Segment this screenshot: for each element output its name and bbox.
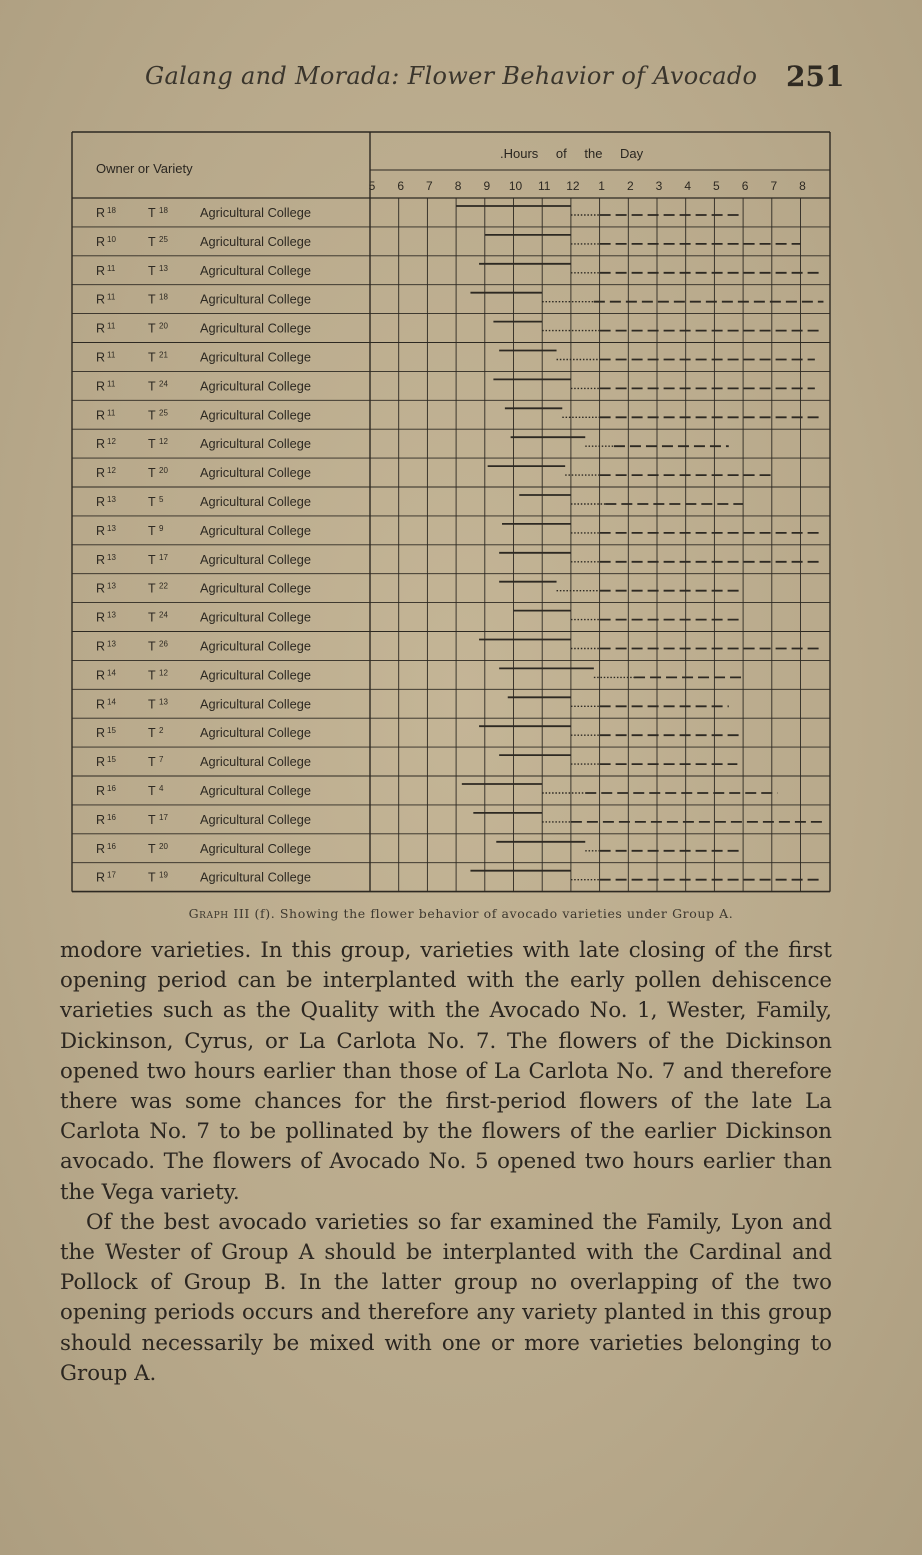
row-r-label: R bbox=[96, 610, 106, 625]
row-r-number: 15 bbox=[107, 755, 116, 765]
row-r-label: R bbox=[96, 495, 106, 509]
row-t-number: 21 bbox=[159, 350, 168, 360]
row-t-number: 4 bbox=[159, 784, 164, 793]
row-t-number: 24 bbox=[159, 610, 168, 620]
row-owner: Agricultural College bbox=[200, 494, 311, 509]
row-r-label: R bbox=[96, 321, 106, 336]
row-t-number: 2 bbox=[159, 726, 164, 736]
row-r-label: R bbox=[96, 784, 106, 798]
row-r-label: R bbox=[96, 812, 106, 827]
hour-tick-label: 7 bbox=[426, 179, 433, 193]
row-t-label: T bbox=[148, 784, 156, 798]
row-owner: Agricultural College bbox=[200, 580, 311, 596]
row-r-label: R bbox=[96, 523, 106, 538]
row-r-number: 13 bbox=[107, 610, 116, 620]
row-t-label: T bbox=[148, 206, 156, 220]
row-owner: Agricultural College bbox=[200, 522, 311, 538]
row-owner: Agricultural College bbox=[200, 811, 311, 827]
row-owner: Agricultural College bbox=[200, 233, 311, 249]
row-r-label: R bbox=[96, 755, 106, 770]
row-t-number: 18 bbox=[159, 206, 168, 215]
row-owner: Agricultural College bbox=[200, 205, 311, 220]
row-t-label: T bbox=[148, 870, 156, 885]
row-r-number: 18 bbox=[107, 206, 116, 215]
row-t-number: 5 bbox=[159, 495, 164, 504]
row-t-number: 20 bbox=[159, 321, 168, 331]
row-t-label: T bbox=[148, 292, 156, 307]
row-r-number: 14 bbox=[107, 668, 116, 678]
row-r-number: 13 bbox=[107, 581, 116, 591]
hour-tick-label: 7 bbox=[770, 179, 778, 193]
row-t-label: T bbox=[148, 697, 156, 712]
row-r-number: 11 bbox=[107, 379, 116, 389]
row-r-label: R bbox=[96, 466, 106, 481]
row-owner: Agricultural College bbox=[200, 262, 311, 278]
row-t-label: T bbox=[148, 495, 156, 509]
row-t-number: 13 bbox=[159, 697, 168, 707]
row-r-label: R bbox=[96, 263, 106, 278]
row-r-label: R bbox=[96, 552, 106, 567]
caption-letter: (f). bbox=[254, 906, 276, 921]
row-t-number: 25 bbox=[159, 408, 168, 418]
hour-tick-label: 4 bbox=[684, 179, 692, 193]
flower-bars bbox=[456, 206, 826, 880]
row-t-number: 22 bbox=[159, 581, 168, 591]
row-r-number: 11 bbox=[107, 292, 116, 302]
row-owner: Agricultural College bbox=[200, 696, 311, 712]
body-paragraph-1: modore varieties. In this group, varieties with late closing of the first opening period can be interplanted with the early pollen dehiscence varieties such as the Quality with the Avocado No. 1, Wester, Family, Dickinson, Cyrus, or La Carlota No. 7. The flowers of the Dickinson opened two hours earlier than those of La Carlota No. 7 and therefore there was some chances for the first-period flowers of the late La Carlota No. 7 to be pollinated by the flowers of the earlier Dickinson avocado. The flowers of Avocado No. 5 opened two hours earlier than the Vega variety. bbox=[60, 938, 832, 1205]
row-owner: Agricultural College bbox=[200, 609, 311, 625]
hour-ticks bbox=[369, 179, 807, 193]
row-t-number: 24 bbox=[159, 379, 168, 389]
row-owner: Agricultural College bbox=[200, 638, 311, 654]
hour-tick-label: 5 bbox=[368, 179, 376, 193]
row-t-number: 9 bbox=[159, 523, 164, 533]
row-r-number: 13 bbox=[107, 495, 116, 504]
row-owner: Agricultural College bbox=[200, 436, 311, 452]
row-r-number: 16 bbox=[107, 812, 116, 822]
row-t-number: 12 bbox=[159, 437, 168, 447]
body-text bbox=[60, 936, 832, 1389]
row-owner: Agricultural College bbox=[200, 783, 311, 798]
row-r-number: 13 bbox=[107, 523, 116, 533]
hour-tick-label: 6 bbox=[741, 179, 749, 193]
row-r-number: 12 bbox=[107, 437, 116, 447]
row-owner: Agricultural College bbox=[200, 320, 311, 336]
row-owner: Agricultural College bbox=[200, 667, 311, 683]
row-owner: Agricultural College bbox=[200, 291, 311, 307]
row-r-label: R bbox=[96, 292, 106, 307]
row-r-label: R bbox=[96, 841, 106, 856]
row-r-label: R bbox=[96, 581, 106, 596]
hour-tick-label: 1 bbox=[598, 179, 605, 193]
row-t-label: T bbox=[148, 668, 156, 683]
hour-tick-label: 5 bbox=[713, 179, 720, 193]
row-t-number: 17 bbox=[159, 812, 168, 822]
row-r-label: R bbox=[96, 408, 106, 423]
row-t-number: 25 bbox=[159, 234, 168, 244]
row-r-number: 11 bbox=[107, 321, 116, 331]
row-r-label: R bbox=[96, 870, 106, 885]
row-r-label: R bbox=[96, 639, 106, 654]
row-t-label: T bbox=[148, 379, 156, 394]
row-owner: Agricultural College bbox=[200, 725, 311, 741]
graph-caption bbox=[0, 906, 922, 921]
row-t-label: T bbox=[148, 408, 156, 423]
row-r-label: R bbox=[96, 379, 106, 394]
row-r-label: R bbox=[96, 350, 106, 365]
graph-grid bbox=[72, 132, 830, 892]
running-title: Galang and Morada: Flower Behavior of Avocado bbox=[145, 62, 758, 90]
row-r-number: 15 bbox=[107, 726, 116, 736]
row-r-number: 12 bbox=[107, 466, 116, 476]
hour-tick-label: 6 bbox=[397, 179, 405, 193]
hour-tick-label: 8 bbox=[454, 179, 462, 193]
row-t-label: T bbox=[148, 639, 156, 654]
row-t-label: T bbox=[148, 350, 156, 365]
row-owner: Agricultural College bbox=[200, 754, 311, 770]
body-paragraph-2: Of the best avocado varieties so far examined the Family, Lyon and the Wester of Group A should be interplanted with the Cardinal and Pollock of Group B. In the latter group no overlapping of the two opening periods occurs and therefore any variety planted in this group should necessarily be mixed with one or more varieties belonging to Group A. bbox=[60, 1209, 832, 1386]
row-t-label: T bbox=[148, 581, 156, 596]
row-r-number: 13 bbox=[107, 639, 116, 649]
row-t-number: 20 bbox=[159, 841, 168, 851]
row-owner: Agricultural College bbox=[200, 869, 311, 885]
row-t-number: 12 bbox=[159, 668, 168, 678]
row-t-number: 7 bbox=[159, 755, 164, 765]
hours-of-day-label: .Hours of the Day bbox=[500, 146, 644, 161]
row-t-label: T bbox=[148, 726, 156, 741]
row-r-number: 11 bbox=[107, 350, 116, 360]
row-owner: Agricultural College bbox=[200, 349, 311, 365]
row-r-label: R bbox=[96, 437, 106, 452]
row-t-label: T bbox=[148, 552, 156, 567]
row-t-label: T bbox=[148, 466, 156, 481]
row-r-label: R bbox=[96, 697, 106, 712]
row-owner: Agricultural College bbox=[200, 378, 311, 394]
hour-tick-label: 11 bbox=[537, 179, 551, 193]
hour-tick-label: 9 bbox=[483, 179, 491, 193]
hour-tick-label: 10 bbox=[508, 179, 523, 193]
caption-label: Graph III bbox=[188, 906, 250, 921]
hour-tick-label: 3 bbox=[655, 179, 663, 193]
owner-column-label: Owner or Variety bbox=[96, 161, 193, 176]
row-t-number: 13 bbox=[159, 263, 168, 273]
row-owner: Agricultural College bbox=[200, 465, 311, 481]
row-t-label: T bbox=[148, 234, 156, 249]
caption-text: Showing the flower behavior of avocado varieties under Group A. bbox=[279, 906, 734, 921]
row-t-label: T bbox=[148, 437, 156, 452]
hour-tick-label: 2 bbox=[626, 179, 634, 193]
row-r-number: 11 bbox=[107, 408, 116, 418]
row-t-label: T bbox=[148, 812, 156, 827]
row-r-number: 10 bbox=[107, 234, 116, 244]
row-r-number: 17 bbox=[107, 870, 116, 880]
row-t-number: 20 bbox=[159, 466, 168, 476]
row-r-number: 13 bbox=[107, 552, 116, 562]
row-t-label: T bbox=[148, 755, 156, 770]
page-number: 251 bbox=[786, 60, 845, 93]
row-owner: Agricultural College bbox=[200, 840, 311, 856]
row-r-label: R bbox=[96, 726, 106, 741]
row-t-label: T bbox=[148, 610, 156, 625]
row-r-number: 11 bbox=[107, 263, 116, 273]
hour-tick-label: 12 bbox=[566, 179, 580, 193]
row-t-number: 19 bbox=[159, 870, 168, 880]
row-r-label: R bbox=[96, 668, 106, 683]
row-t-number: 26 bbox=[159, 639, 168, 649]
row-r-label: R bbox=[96, 206, 106, 220]
row-t-label: T bbox=[148, 523, 156, 538]
row-r-number: 14 bbox=[107, 697, 116, 707]
row-t-number: 18 bbox=[159, 292, 168, 302]
hour-tick-label: 8 bbox=[799, 179, 806, 193]
row-r-number: 16 bbox=[107, 841, 116, 851]
flower-behavior-graph bbox=[60, 128, 832, 896]
row-t-label: T bbox=[148, 263, 156, 278]
row-r-label: R bbox=[96, 234, 106, 249]
row-t-label: T bbox=[148, 841, 156, 856]
row-owner: Agricultural College bbox=[200, 407, 311, 423]
row-r-number: 16 bbox=[107, 784, 116, 793]
row-t-number: 17 bbox=[159, 552, 168, 562]
row-owner: Agricultural College bbox=[200, 551, 311, 567]
row-t-label: T bbox=[148, 321, 156, 336]
